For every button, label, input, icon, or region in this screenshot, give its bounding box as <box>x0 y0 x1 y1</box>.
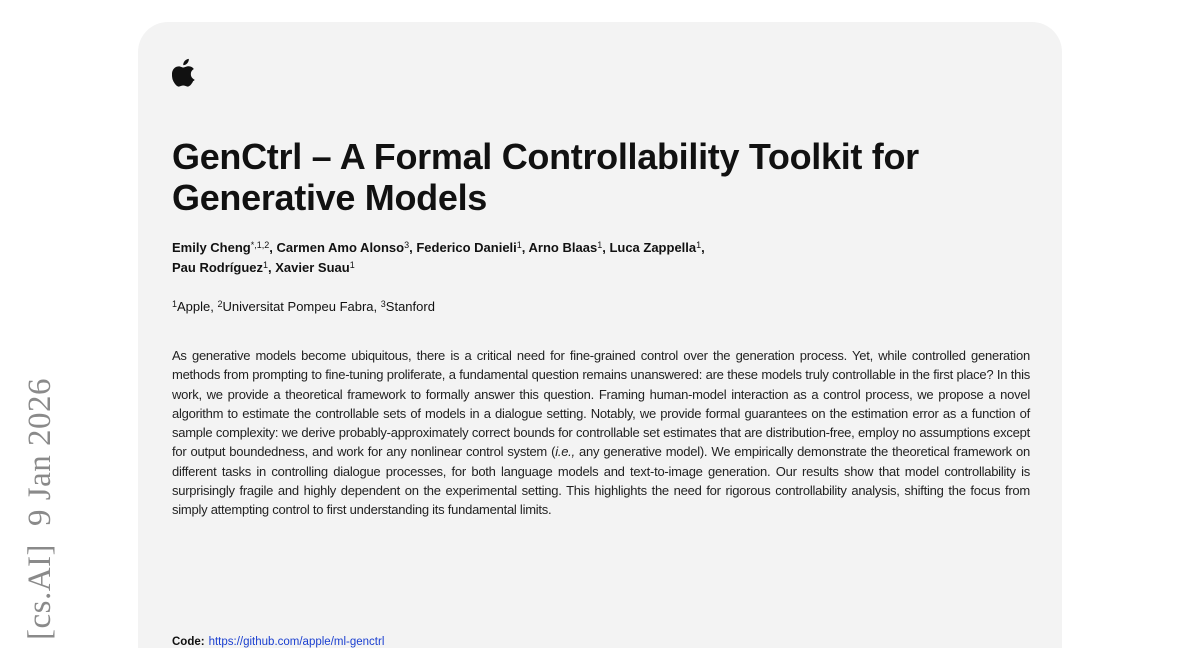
code-repo-link[interactable]: https://github.com/apple/ml-genctrl <box>208 636 385 648</box>
affil-marker: 2 <box>217 299 223 309</box>
author-name: Pau Rodríguez <box>172 260 264 275</box>
paper-title: GenCtrl – A Formal Controllability Toolkit for Generative Models <box>172 136 919 218</box>
author-affil-marker: 3 <box>404 240 410 250</box>
author-name: Emily Cheng <box>172 240 251 255</box>
arxiv-date: 9 Jan 2026 <box>22 377 58 526</box>
code-link-row <box>172 634 384 648</box>
affil-name: Stanford <box>385 299 435 314</box>
author-affil-marker: *,1,2 <box>250 240 270 250</box>
author-name: Arno Blaas <box>528 240 598 255</box>
author-list: Emily Cheng$^{*,1,2}$, Carmen Amo Alonso$^3$, Federico Danieli$^1$, Arno Blaas$^1$, Luca Zappella$^1$, Pau Rodríguez$^1$, Xavier Suau$^1$ <box>172 240 705 275</box>
author-affil-marker: 1 <box>263 260 269 270</box>
author-name: Luca Zappella <box>609 240 697 255</box>
affil-name: Apple <box>177 299 211 314</box>
apple-logo-icon <box>172 58 196 88</box>
author-affil-marker: 1 <box>516 240 522 250</box>
author-name: Carmen Amo Alonso <box>276 240 405 255</box>
arxiv-stamp <box>22 378 59 640</box>
abstract <box>172 346 1030 520</box>
author-affil-marker: 1 <box>696 240 702 250</box>
arxiv-category: [cs.AI] <box>22 543 58 640</box>
author-affil-marker: 1 <box>597 240 603 250</box>
author-name: Xavier Suau <box>275 260 350 275</box>
abstract-text-continued: any generative model). We empirically demonstrate the theoretical framework on different tasks in controlling dialogue processes, for both language models and text-to-image generation. Our results show that model controllability is surprisingly fragile and highly dependent on the experimental setting. This highlights the need for rigorous controllability analysis, shifting the focus from simply attempting control to first understanding its fundamental limits. <box>172 444 1030 518</box>
affil-name: Universitat Pompeu Fabra <box>222 299 374 314</box>
abstract-emphasis: i.e., <box>555 444 575 460</box>
affiliation-list: $^1$Apple, $^2$Universitat Pompeu Fabra, $^3$Stanford <box>172 299 435 314</box>
abstract-text: As generative models become ubiquitous, there is a critical need for fine-grained control over the generation process. Yet, while controlled generation methods from prompting to fine-tuning proliferate, a fundamental question remains unanswered: are these models truly controllable in the first place? In this work, we provide a theoretical framework to formally answer this question. Framing human-model interaction as a control process, we propose a novel algorithm to estimate the controllable sets of models in a dialogue setting. Notably, we provide formal guarantees on the estimation error as a function of sample complexity: we derive probably-approximately correct bounds for controllable set estimates that are distribution-free, employ no assumptions except for output boundedness, and work for any nonlinear control system ( <box>172 348 1030 460</box>
code-label: Code: <box>172 636 205 648</box>
affil-marker: 1 <box>172 299 178 309</box>
author-affil-marker: 1 <box>349 260 355 270</box>
paper-header-card <box>138 22 1062 648</box>
author-name: Federico Danieli <box>416 240 517 255</box>
affil-marker: 3 <box>380 299 386 309</box>
